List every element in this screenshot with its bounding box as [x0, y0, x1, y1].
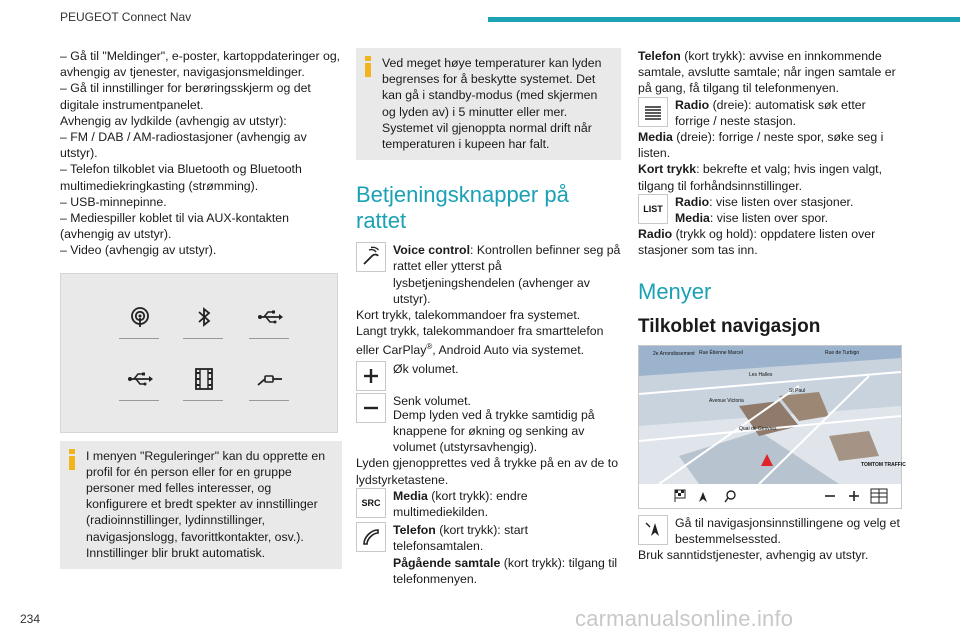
svg-text:St Paul: St Paul [789, 387, 806, 394]
list-media-text: : vise listen over spor. [709, 211, 829, 226]
nav-settings-row [638, 515, 903, 547]
info-box-profile [60, 441, 342, 569]
call-text: (kort trykk): tilgang til telefonmenyen. [393, 555, 618, 586]
col1-line: – Mediespiller koblet til via AUX-kontakten (avhengig av utstyr). [60, 211, 289, 242]
volume-restore-text: Lyden gjenopprettes ved å trykke på en av de to lydstyrketastene. [356, 456, 619, 487]
checkered-flag-icon [675, 490, 685, 502]
section-title-steering-controls: Betjeningsknapper på rattet [356, 182, 569, 234]
info-icon [68, 449, 76, 471]
plus-icon [356, 361, 386, 391]
column-1 [60, 48, 342, 569]
svg-text:Rue Étienne Marcel: Rue Étienne Marcel [699, 349, 743, 356]
svg-text:Quai de Gesvres: Quai de Gesvres [739, 425, 777, 432]
short-press-text: Kort trykk: bekrefte et valg; hvis ingen valgt, tilgang til forhåndsinnstillinger. [638, 162, 883, 193]
phone-handset-icon [356, 522, 386, 552]
running-header-title: PEUGEOT Connect Nav [60, 10, 192, 24]
col1-line: – Telefon tilkoblet via Bluetooth og Bluetooth multimediekringkasting (strømming). [60, 162, 302, 193]
section-title-menus: Menyer [638, 278, 712, 304]
column-3 [638, 48, 906, 563]
subsection-title-connected-navigation: Tilkoblet navigasjon [638, 315, 821, 337]
phone-text: (kort trykk): start telefonsamtalen. [393, 523, 529, 554]
list-row [638, 194, 903, 226]
voice-long-press: Langt trykk, talekommandoer fra smarttelefon eller CarPlay®, Android Auto via systemet. [356, 324, 604, 358]
col1-line: Avhengig av lydkilde (avhengig av utstyr): [60, 113, 287, 128]
page-number: 234 [20, 612, 41, 626]
svg-text:Avenue Victoria: Avenue Victoria [709, 397, 744, 404]
radio-text: (dreie): automatisk søk etter forrige / neste stasjon. [675, 97, 866, 128]
list-radio-text: : vise listen over stasjoner. [709, 194, 854, 209]
menu-grid-icon [871, 489, 887, 503]
voice-control-label: Voice control [393, 243, 470, 258]
realtime-services-text: Bruk sanntidstjenester, avhengig av utstyr. [638, 548, 869, 563]
volume-mute-text: Demp lyden ved å trykke samtidig på knappene for økning og senking av volumet (utstyrsavhengig). [393, 407, 595, 455]
column-2 [356, 48, 621, 587]
list-button-icon: LIST [638, 194, 668, 224]
nav-settings-text: Gå til navigasjonsinnstillingene og velg et bestemmelsessted. [675, 515, 900, 547]
phone-long-text: Telefon (kort trykk): avvise en innkommende samtale, avslutte samtale; når ingen samtale er på gang, få tilgang til telefonmenyen. [638, 49, 896, 96]
audio-source-icon-panel [60, 273, 338, 433]
icon-divider [183, 338, 223, 339]
voice-control-icon [356, 242, 386, 272]
icon-divider [249, 338, 289, 339]
col1-line: – Gå til "Meldinger", e-poster, kartoppdateringer og, avhengig av tjenester, navigasjonsmeldinger. [60, 49, 341, 80]
aux-jack-icon [253, 364, 287, 394]
svg-text:TOMTOM TRAFFIC: TOMTOM TRAFFIC [861, 461, 906, 468]
radio-dial-row [638, 97, 903, 129]
search-icon [725, 491, 735, 502]
icon-divider [119, 338, 159, 339]
minus-icon [356, 393, 386, 423]
svg-text:2e Arrondissement: 2e Arrondissement [653, 350, 695, 357]
col1-line: – FM / DAB / AM-radiostasjoner (avhengig av utstyr). [60, 130, 307, 161]
media-label: Media [393, 488, 428, 503]
list-radio-label: Radio [675, 194, 710, 209]
radio-hold-text: Radio (trykk og hold): oppdatere listen over stasjoner som tas inn. [638, 227, 876, 258]
bluetooth-icon [187, 302, 221, 332]
voice-control-text: : Kontrollen befinner seg på rattet eller ytterst på lysbetjeningshendelen (avhenger av utstyr). [393, 243, 621, 306]
col1-line: – USB-minnepinne. [60, 194, 167, 209]
volume-up-row [356, 361, 621, 391]
zoom-in-icon [849, 491, 859, 501]
icon-divider [183, 400, 223, 401]
media-row [356, 488, 621, 520]
usb-icon [123, 364, 157, 394]
voice-control-row [356, 242, 621, 307]
src-button-icon: SRC [356, 488, 386, 518]
map-graphic [639, 346, 906, 484]
info-text: I menyen "Reguleringer" kan du opprette en profil for én person eller for en gruppe personer med felles interesser, og konfigurere et bredt spekter av innstillinger (radioinnstillinger, lydinnstillinger, navigasjonslogg, favorittkontakter, osv.). Innstillinger blir brukt automatisk. [86, 448, 326, 560]
watermark-text: carmanualsonline.info [575, 606, 794, 631]
info-text: Ved meget høye temperaturer kan lyden begrenses for å beskytte systemet. Det kan gå i standby-modus (med skjermen og lyden av) i 5 minutter eller mer. Systemet vil gjenoppta normal drift når temperaturen i kupeen har falt. [382, 56, 602, 152]
radio-label: Radio [675, 97, 710, 112]
icon-divider [119, 400, 159, 401]
icon-divider [249, 400, 289, 401]
info-box-temperature [356, 48, 621, 160]
header-accent-bar [488, 17, 960, 22]
list-media-label: Media [675, 211, 710, 226]
info-icon [364, 56, 372, 78]
svg-text:Les Halles: Les Halles [749, 371, 773, 378]
phone-label: Telefon [393, 523, 436, 538]
media-dial-text: Media (dreie): forrige / neste spor, søke seg i listen. [638, 130, 884, 161]
volume-down-text: Senk volumet. [393, 393, 471, 408]
media-text: (kort trykk): endre multimediekilden. [393, 488, 528, 519]
svg-text:Rue de Turbigo: Rue de Turbigo [825, 349, 860, 356]
call-label: Pågående samtale [393, 555, 501, 570]
north-arrow-icon [699, 492, 707, 502]
usb-icon [253, 302, 287, 332]
thumbwheel-icon [638, 97, 668, 127]
map-toolbar [639, 484, 901, 508]
navigation-arrow-icon [638, 515, 668, 545]
radio-antenna-icon [123, 302, 157, 332]
col1-line: – Video (avhengig av utstyr). [60, 243, 217, 258]
video-film-icon [187, 364, 221, 394]
col1-line: – Gå til innstillinger for berøringsskjerm og det digitale instrumentpanelet. [60, 81, 311, 112]
navigation-map-screenshot [638, 345, 906, 509]
volume-up-text: Øk volumet. [393, 361, 459, 376]
voice-short-press: Kort trykk, talekommandoer fra systemet. [356, 308, 581, 323]
phone-row [356, 522, 621, 587]
